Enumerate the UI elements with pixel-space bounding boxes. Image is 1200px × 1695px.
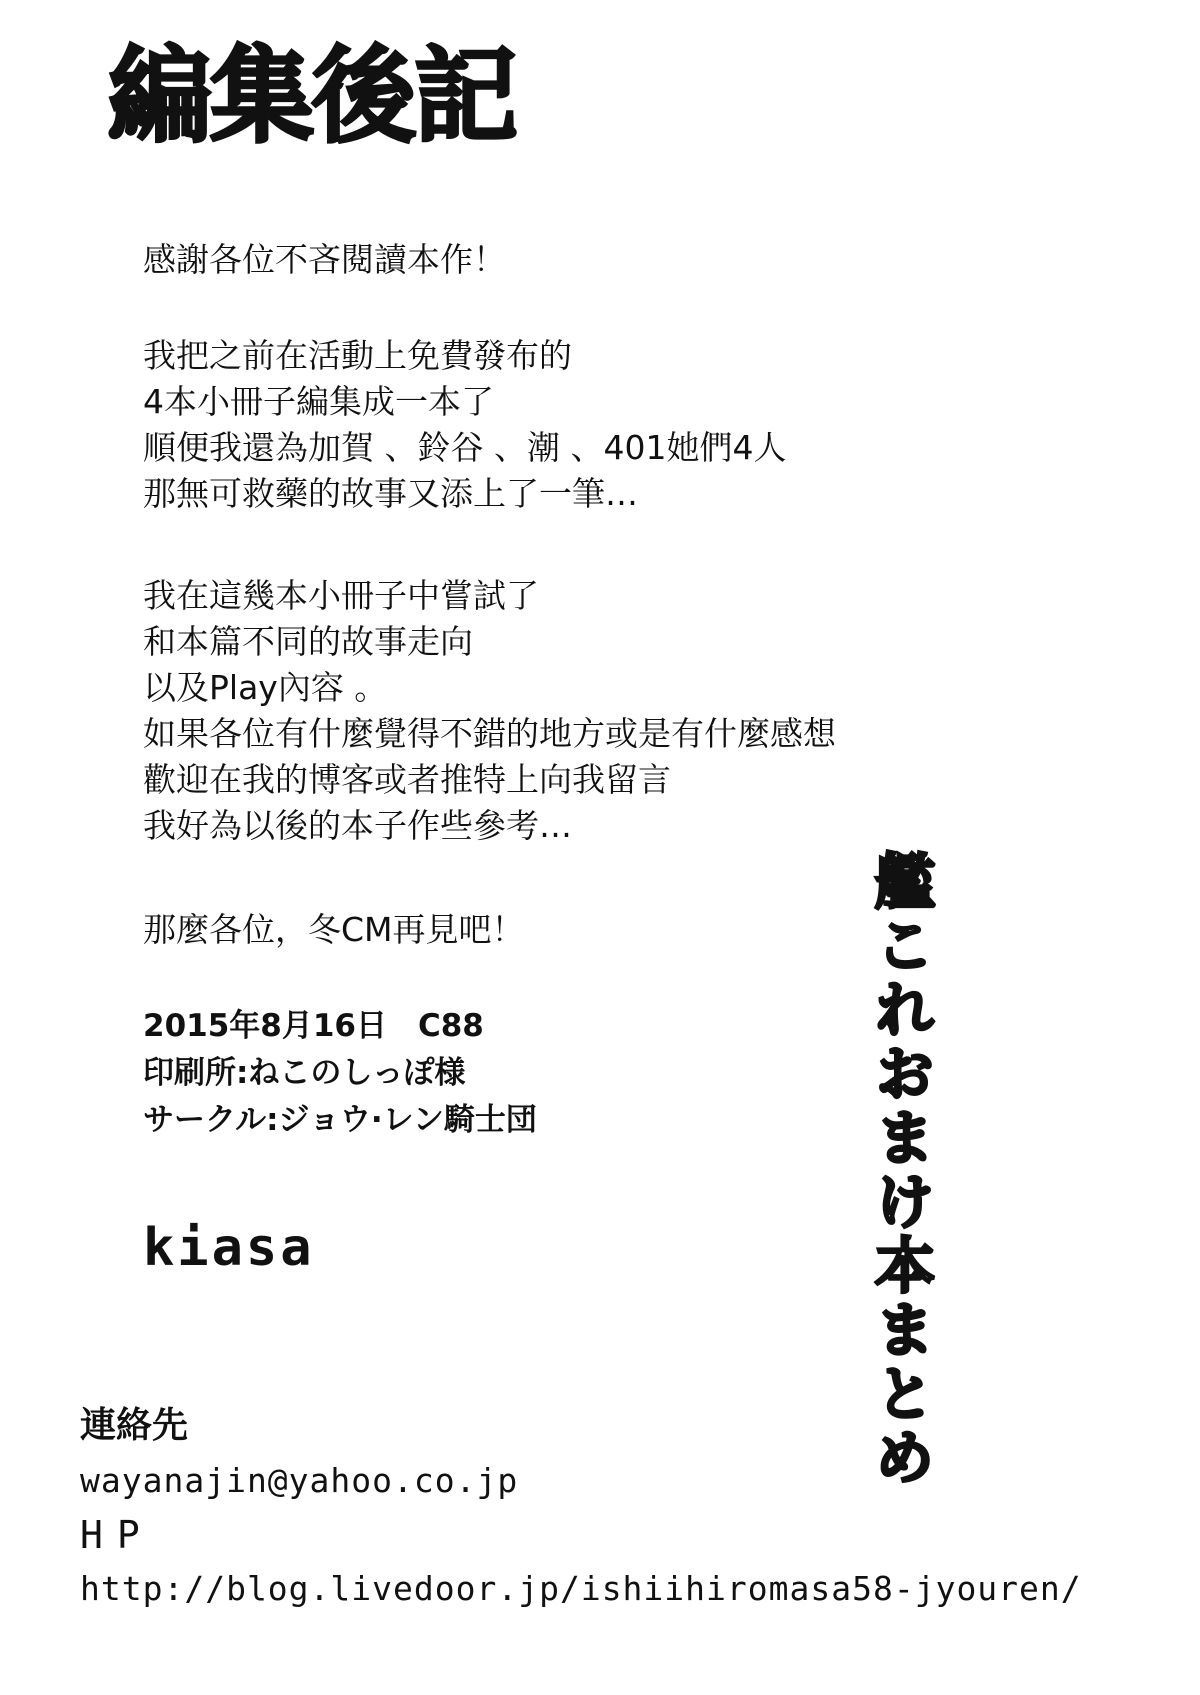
farewell-paragraph — [143, 907, 525, 953]
text-line: 我好為以後的本子作些參考… — [143, 806, 572, 845]
text-line: 如果各位有什麼覺得不錯的地方或是有什麼感想 — [143, 714, 836, 753]
page-title: 編集後記 — [108, 35, 517, 157]
text-line: 那麼各位，冬CM再見吧！ — [143, 910, 525, 949]
text-line: 歡迎在我的博客或者推特上向我留言 — [143, 760, 671, 799]
text-line: 以及Play內容 。 — [143, 668, 388, 707]
printer-credit: 印刷所:ねこのしっぽ様 — [143, 1055, 466, 1091]
blog-url: http://blog.livedoor.jp/ishiihiromasa58-jyouren/ — [80, 1569, 1082, 1608]
text-line: 感謝各位不吝閱讀本作！ — [143, 240, 506, 279]
vertical-book-title: 艦これおまけ本まとめ — [865, 850, 935, 1490]
circle-credit: サークル:ジョウ·レン騎士団 — [143, 1102, 537, 1138]
text-line: 和本篇不同的故事走向 — [143, 622, 473, 661]
text-line: 我把之前在活動上免費發布的 — [143, 336, 572, 375]
author-name: kiasa — [143, 1218, 315, 1278]
publication-info — [143, 1003, 537, 1144]
text-line: 我在這幾本小冊子中嘗試了 — [143, 576, 539, 615]
text-line: 那無可救藥的故事又添上了一筆… — [143, 474, 638, 513]
text-line: 順便我還為加賀 、鈴谷 、潮 、401她們4人 — [143, 428, 787, 467]
email-address: wayanajin@yahoo.co.jp — [80, 1461, 519, 1500]
text-line: 4本小冊子編集成一本了 — [143, 382, 494, 421]
attempt-paragraph — [143, 573, 836, 849]
contact-label: 連絡先 — [80, 1405, 189, 1446]
hp-label: HP — [80, 1513, 154, 1557]
thanks-paragraph — [143, 237, 506, 283]
date-event: 2015年8月16日 C88 — [143, 1008, 484, 1044]
compile-paragraph — [143, 333, 786, 517]
